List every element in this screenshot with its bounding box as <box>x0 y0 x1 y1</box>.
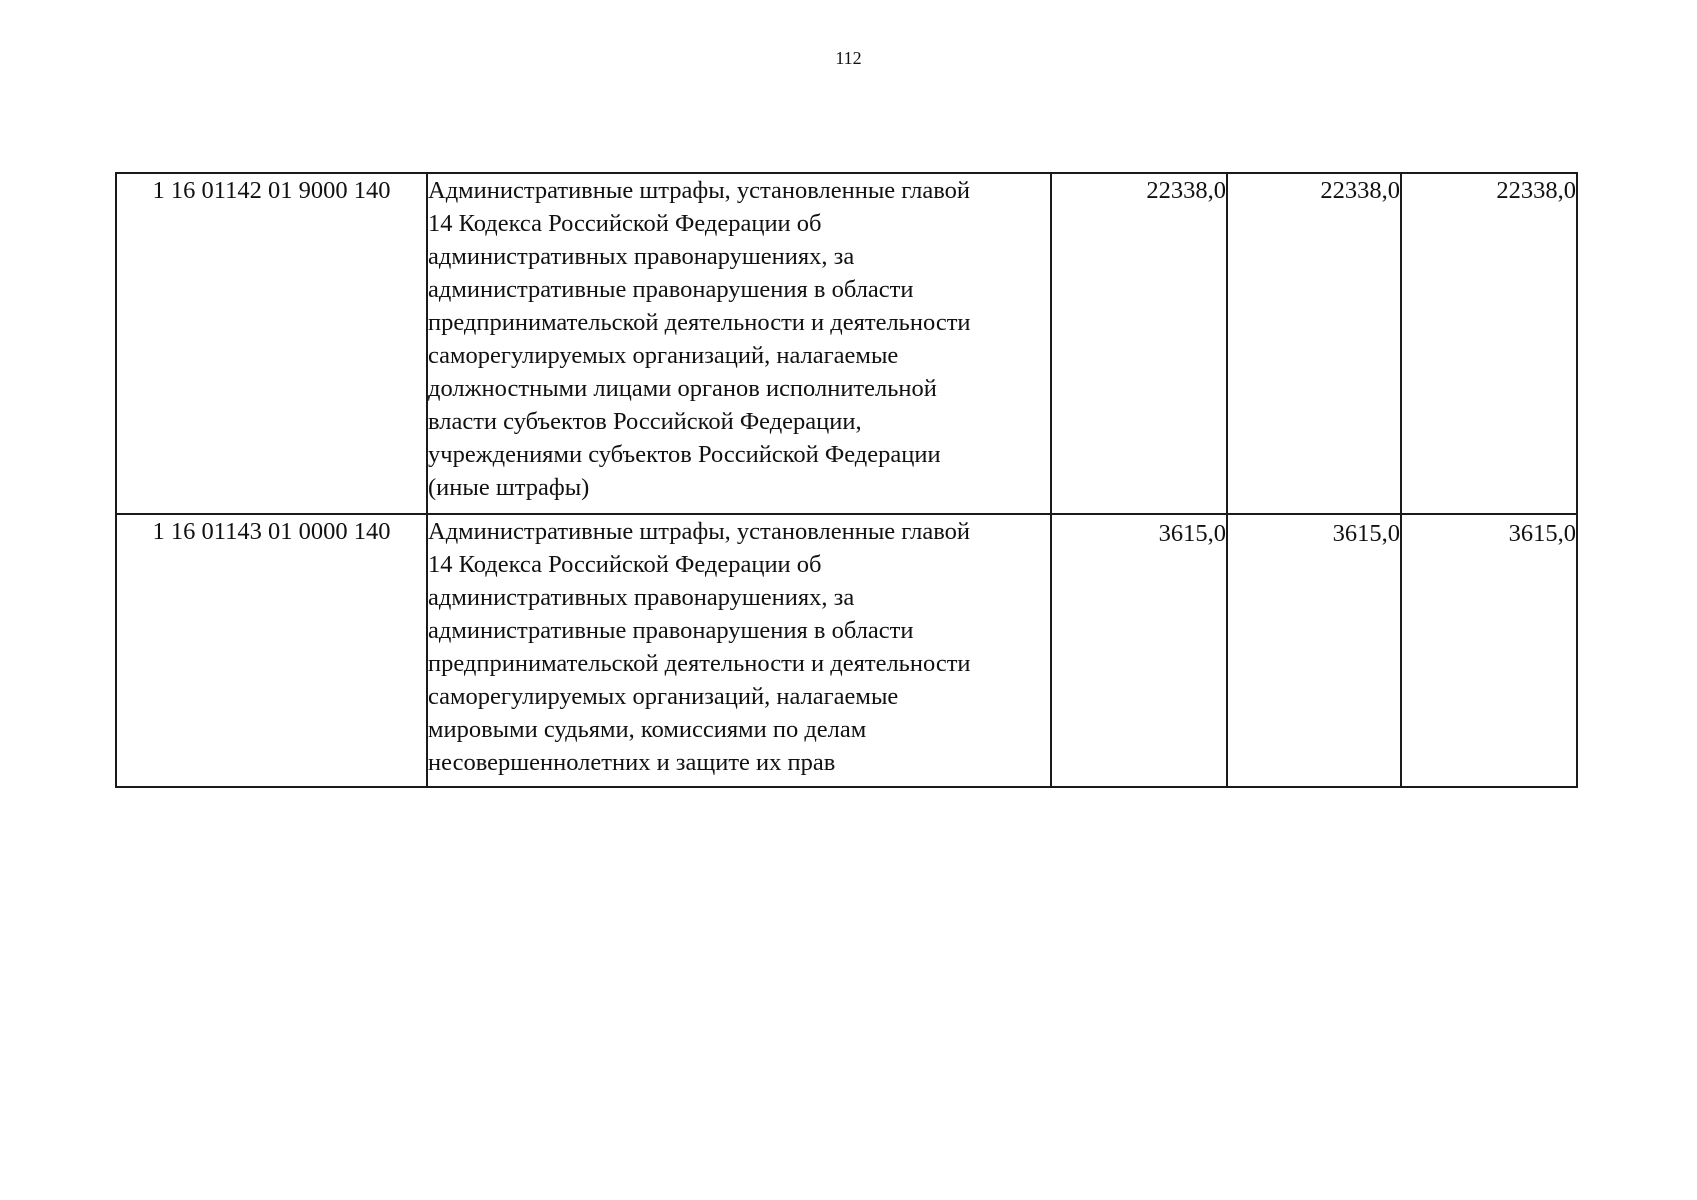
description-line: несовершеннолетних и защите их прав <box>428 749 836 776</box>
amount-value: 22338,0 <box>1320 177 1400 204</box>
description-line: власти субъектов Российской Федерации, <box>428 408 862 435</box>
description-line: административных правонарушениях, за <box>428 243 855 270</box>
budget-code: 1 16 01143 01 0000 140 <box>152 518 391 545</box>
description-line: административных правонарушениях, за <box>428 584 855 611</box>
table-row <box>116 514 1577 787</box>
table-row <box>116 173 1577 514</box>
description-line: предпринимательской деятельности и деятельности <box>428 650 971 677</box>
value-cell-3 <box>1401 514 1577 787</box>
budget-table <box>115 172 1578 788</box>
budget-code: 1 16 01142 01 9000 140 <box>152 177 391 204</box>
page-number: 112 <box>835 48 862 68</box>
description-line: Административные штрафы, установленные главой <box>428 177 970 204</box>
description-line: саморегулируемых организаций, налагаемые <box>428 342 899 369</box>
description-line: Административные штрафы, установленные главой <box>428 518 970 545</box>
description-line: должностными лицами органов исполнительной <box>428 375 937 402</box>
amount-value: 3615,0 <box>1332 520 1400 547</box>
amount-value: 3615,0 <box>1158 520 1226 547</box>
value-cell-2 <box>1227 514 1401 787</box>
description-line: предпринимательской деятельности и деятельности <box>428 309 971 336</box>
description-line: 14 Кодекса Российской Федерации об <box>428 551 822 578</box>
value-cell-2 <box>1227 173 1401 514</box>
description-cell <box>427 514 1051 787</box>
amount-value: 3615,0 <box>1508 520 1576 547</box>
description-line: учреждениями субъектов Российской Федерации <box>428 441 941 468</box>
description-line: саморегулируемых организаций, налагаемые <box>428 683 899 710</box>
value-cell-1 <box>1051 173 1227 514</box>
amount-value: 22338,0 <box>1496 177 1576 204</box>
amount-value: 22338,0 <box>1146 177 1226 204</box>
value-cell-3 <box>1401 173 1577 514</box>
value-cell-1 <box>1051 514 1227 787</box>
description-line: административные правонарушения в области <box>428 276 914 303</box>
description-line: 14 Кодекса Российской Федерации об <box>428 210 822 237</box>
description-line: административные правонарушения в области <box>428 617 914 644</box>
budget-code-cell <box>116 173 427 514</box>
description-line: мировыми судьями, комиссиями по делам <box>428 716 867 743</box>
description-line: (иные штрафы) <box>428 474 590 501</box>
budget-code-cell <box>116 514 427 787</box>
description-cell <box>427 173 1051 514</box>
